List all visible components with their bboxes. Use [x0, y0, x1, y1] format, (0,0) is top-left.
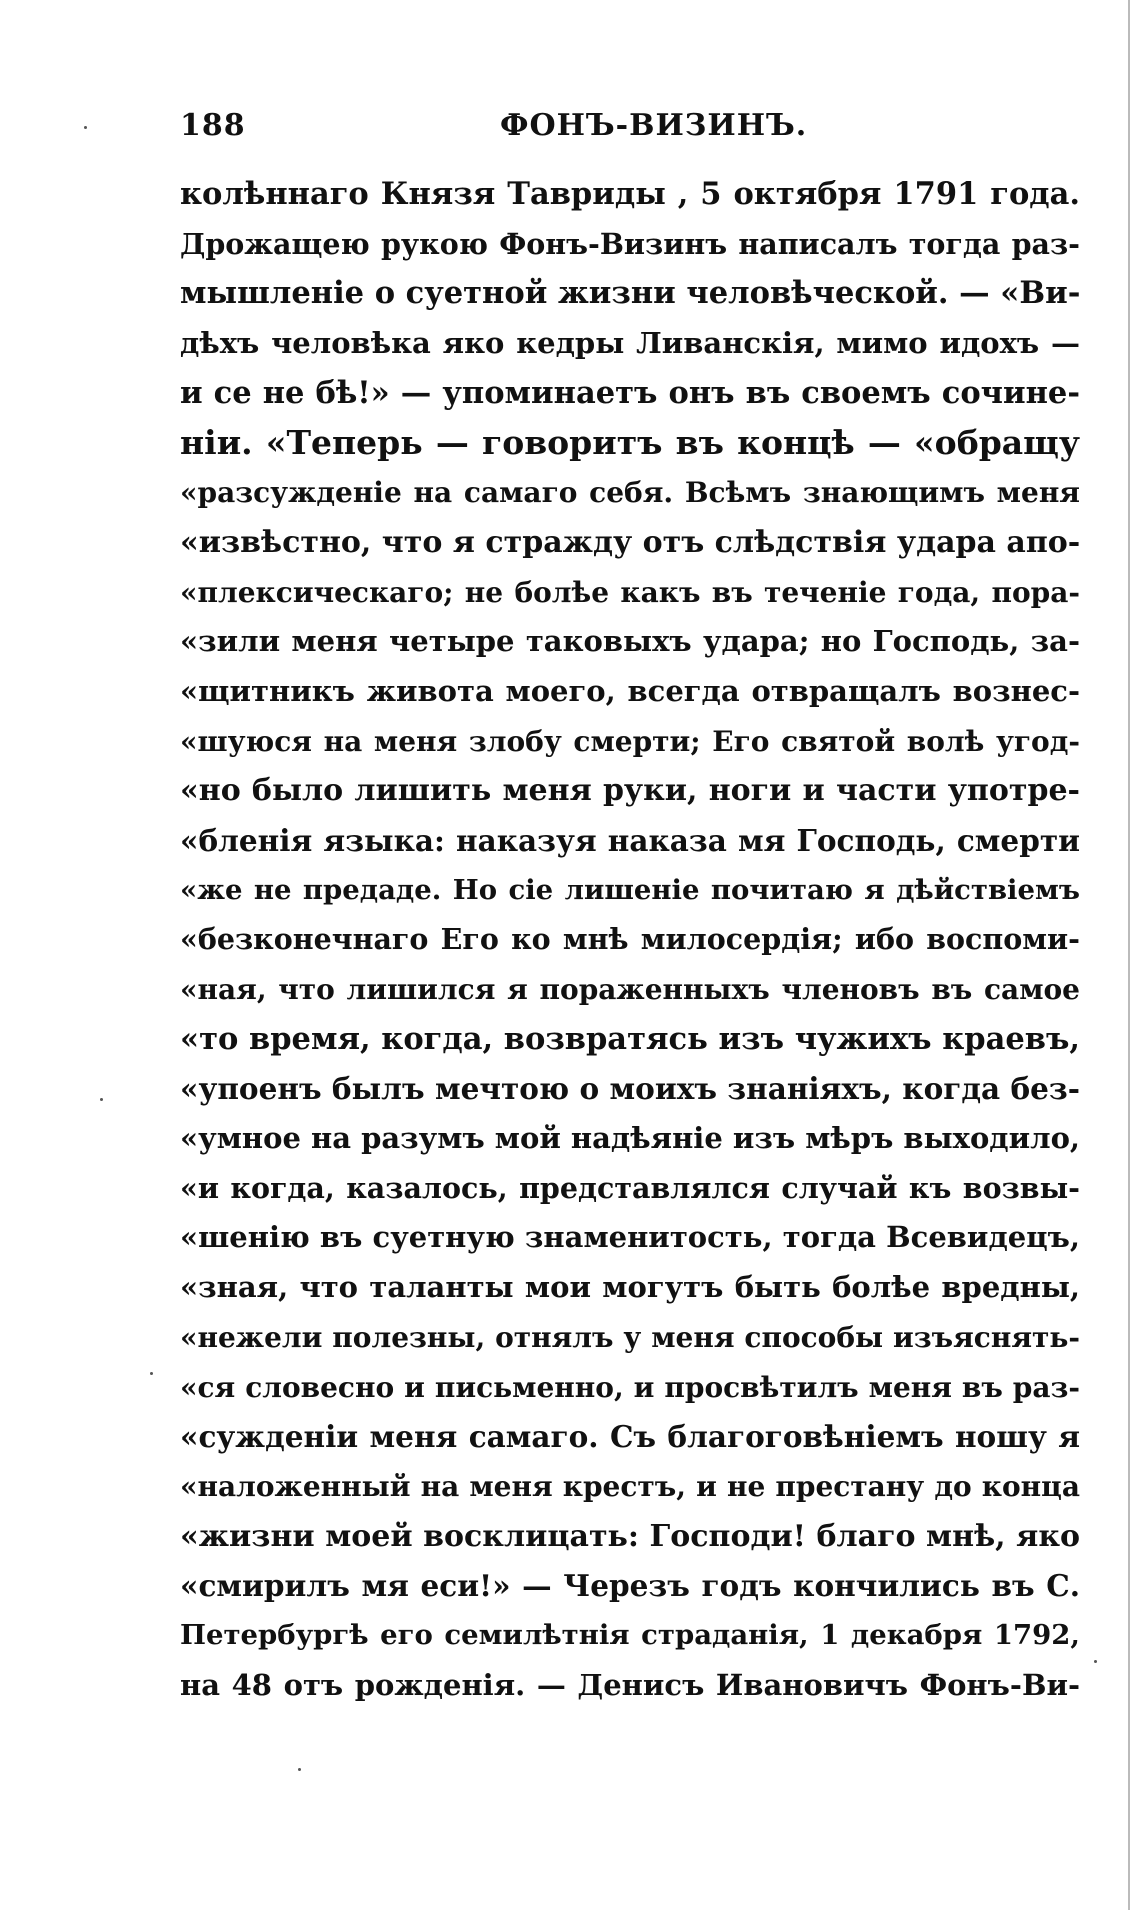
running-head: ФОНЪ-ВИЗИНЪ.	[500, 108, 808, 143]
text-line: «зили меня четыре таковыхъ удара; но Господь, за-	[180, 624, 1080, 659]
text-line: «безконечнаго Его ко мнѣ милосердія; ибо воспоми-	[180, 922, 1080, 957]
text-line: «щитникъ живота моего, всегда отвращалъ вознес-	[180, 673, 1080, 708]
text-line: дѣхъ человѣка яко кедры Ливанскія, мимо идохъ —	[180, 326, 1080, 361]
text-line: Дрожащею рукою Фонъ-Визинъ написалъ тогда раз-	[180, 226, 1080, 261]
paper-speck	[1094, 1660, 1097, 1663]
paper-speck	[100, 1098, 103, 1101]
paper-speck	[84, 126, 87, 129]
text-line: «нежели полезны, отнялъ у меня способы изъяснять-	[180, 1320, 1080, 1354]
paper-speck	[150, 1372, 153, 1375]
text-line: мышленіе о суетной жизни человѣческой. — «Ви-	[180, 275, 1080, 312]
text-line: «жизни моей восклицать: Господи! благо мнѣ, яко	[180, 1518, 1080, 1554]
text-line: «то время, когда, возвратясь изъ чужихъ краевъ,	[180, 1020, 1080, 1057]
text-line: «бленія языка: наказуя наказа мя Господь, смерти	[180, 822, 1080, 858]
text-line: «умное на разумъ мой надѣяніе изъ мѣръ выходило,	[180, 1121, 1080, 1156]
text-line: «плексическаго; не болѣе какъ въ теченіе года, пора-	[180, 575, 1080, 609]
page-edge	[1128, 0, 1130, 1910]
text-line: «но было лишить меня руки, ноги и части употре-	[180, 773, 1080, 809]
text-line: «сужденіи меня самаго. Съ благоговѣніемъ ношу я	[180, 1419, 1080, 1455]
text-line: на 48 отъ рожденія. — Денисъ Ивановичъ Фонъ-Ви-	[180, 1667, 1080, 1702]
text-line: «же не предаде. Но сіе лишеніе почитаю я дѣйствіемъ	[180, 873, 1080, 906]
text-line: «извѣстно, что я стражду отъ слѣдствія удара апо-	[180, 524, 1080, 560]
text-line: «шенію въ суетную знаменитость, тогда Всевидецъ,	[180, 1220, 1080, 1255]
text-line: колѣннаго Князя Тавриды , 5 октября 1791 года.	[180, 176, 1080, 212]
text-line: Петербургѣ его семилѣтнія страданія, 1 декабря 1792,	[180, 1618, 1080, 1651]
body-text	[180, 170, 1080, 1710]
text-line: ніи. «Теперь — говоритъ въ концѣ — «обращу	[180, 423, 1080, 463]
page-number: 188	[180, 108, 246, 143]
text-line: «смирилъ мя еси!» — Черезъ годъ кончились въ С.	[180, 1568, 1080, 1604]
text-line: «зная, что таланты мои могутъ быть болѣе вредны,	[180, 1270, 1080, 1305]
page-header	[180, 108, 1080, 148]
text-line: «разсужденіе на самаго себя. Всѣмъ знающимъ меня	[180, 476, 1080, 510]
text-line: «ная, что лишился я пораженныхъ членовъ въ самое	[180, 973, 1080, 1006]
text-line: «наложенный на меня крестъ, и не престану до конца	[180, 1469, 1080, 1503]
text-line: «ся словесно и письменно, и просвѣтилъ меня въ раз-	[180, 1370, 1080, 1404]
paper-speck	[298, 1768, 301, 1771]
text-line: и се не бѣ!» — упоминаетъ онъ въ своемъ сочине-	[180, 374, 1080, 411]
text-line: «и когда, казалось, представлялся случай къ возвы-	[180, 1170, 1080, 1205]
text-line: «упоенъ былъ мечтою о моихъ знаніяхъ, когда без-	[180, 1071, 1080, 1107]
text-line: «шуюся на меня злобу смерти; Его святой волѣ угод-	[180, 724, 1080, 758]
